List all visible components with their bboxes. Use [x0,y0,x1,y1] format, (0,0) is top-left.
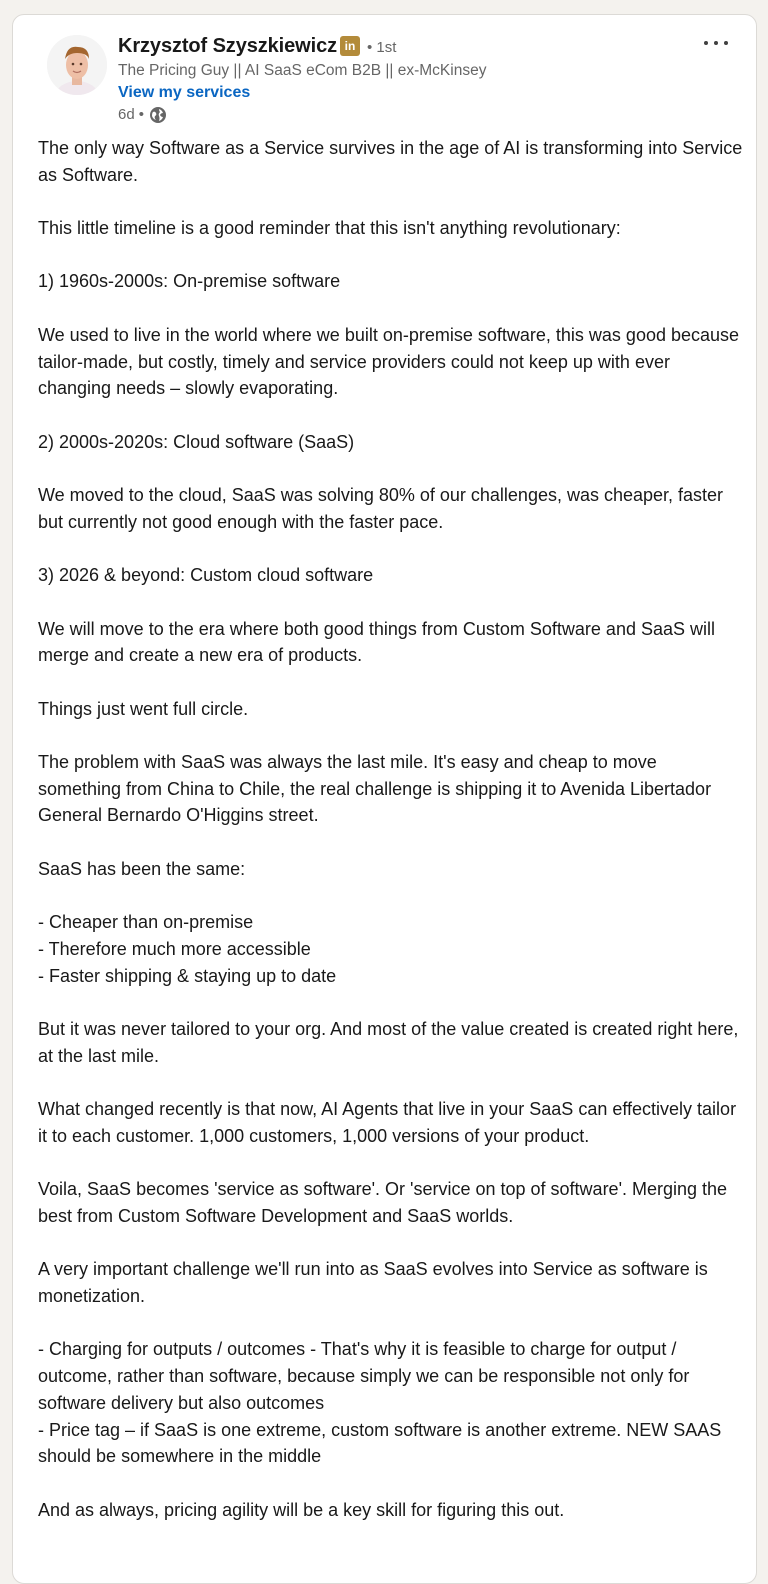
post-paragraph: We will move to the era where both good things from Custom Software and SaaS will merge and create a new era of products. [38,618,715,666]
post-meta [118,104,486,126]
post-paragraph: This little timeline is a good reminder that this isn't anything revolutionary: [38,218,621,239]
post-paragraph: What changed recently is that now, AI Agents that live in your SaaS can effectively tailor it to each customer. 1,000 customers, 1,000 versions of your product. [38,1099,737,1146]
post-header [13,15,756,135]
post-paragraph: We moved to the cloud, SaaS was solving 80% of our challenges, was cheaper, faster but currently not good enough with the faster pace. [38,485,724,532]
more-dot [724,41,728,45]
post-paragraph: Things just went full circle. [38,698,249,719]
meta-separator: • [138,106,144,123]
post-body [38,135,743,1550]
more-dot [714,41,718,45]
post-paragraph: But it was never tailored to your org. And most of the value created is created right here, at the last mile. [38,1019,739,1066]
post-paragraph: 1) 1960s-2000s: On-premise software [38,271,341,292]
more-dot [704,41,708,45]
post-paragraph: A very important challenge we'll run into as SaaS evolves into Service as software is monetization. [38,1259,708,1306]
author-info [118,33,486,126]
post-paragraph: The problem with SaaS was always the last mile. It's easy and cheap to move something from China to Chile, the real challenge is shipping it to Avenida Libertador General Bernardo O'Higgins street. [38,752,712,826]
post-paragraph: The only way Software as a Service survives in the age of AI is transforming into Service as Software. [38,138,743,185]
post-age: 6d [118,106,135,123]
more-options-button[interactable] [704,35,728,51]
post-paragraph: 3) 2026 & beyond: Custom cloud software [38,565,374,586]
post-list: - Charging for outputs / outcomes - That's why it is feasible to charge for output / outcome, rather than software, because simply we can be responsible not only for software delivery but also outcomes - Price tag – if SaaS is one extreme, custom software is another extreme. NEW SAAS should be somewhere in the middle [38,1339,722,1467]
post-paragraph: And as always, pricing agility will be a key skill for figuring this out. [38,1499,565,1520]
post-list: - Cheaper than on-premise - Therefore much more accessible - Faster shipping & staying up to date [38,912,337,986]
author-headline: The Pricing Guy || AI SaaS eCom B2B || ex-McKinsey [118,62,487,79]
post-paragraph: We used to live in the world where we built on-premise software, this was good because tailor-made, but costly, timely and service providers could not keep up with ever changing needs – slowly evaporating. [38,324,740,399]
author-name[interactable]: Krzysztof Szyszkiewicz [118,34,337,57]
post-paragraph: Voila, SaaS becomes 'service as software'. Or 'service on top of software'. Merging the best from Custom Software Development and SaaS worlds. [38,1179,728,1226]
connection-degree: • 1st [367,39,397,56]
author-name-row [118,33,486,59]
avatar-photo [47,35,107,95]
post-card [12,14,757,1584]
author-avatar[interactable] [47,35,107,95]
view-services-link[interactable]: View my services [118,84,251,101]
linkedin-premium-icon: in [340,36,360,56]
post-paragraph: SaaS has been the same: [38,858,246,879]
globe-icon [149,106,167,124]
post-paragraph: 2) 2000s-2020s: Cloud software (SaaS) [38,431,355,452]
